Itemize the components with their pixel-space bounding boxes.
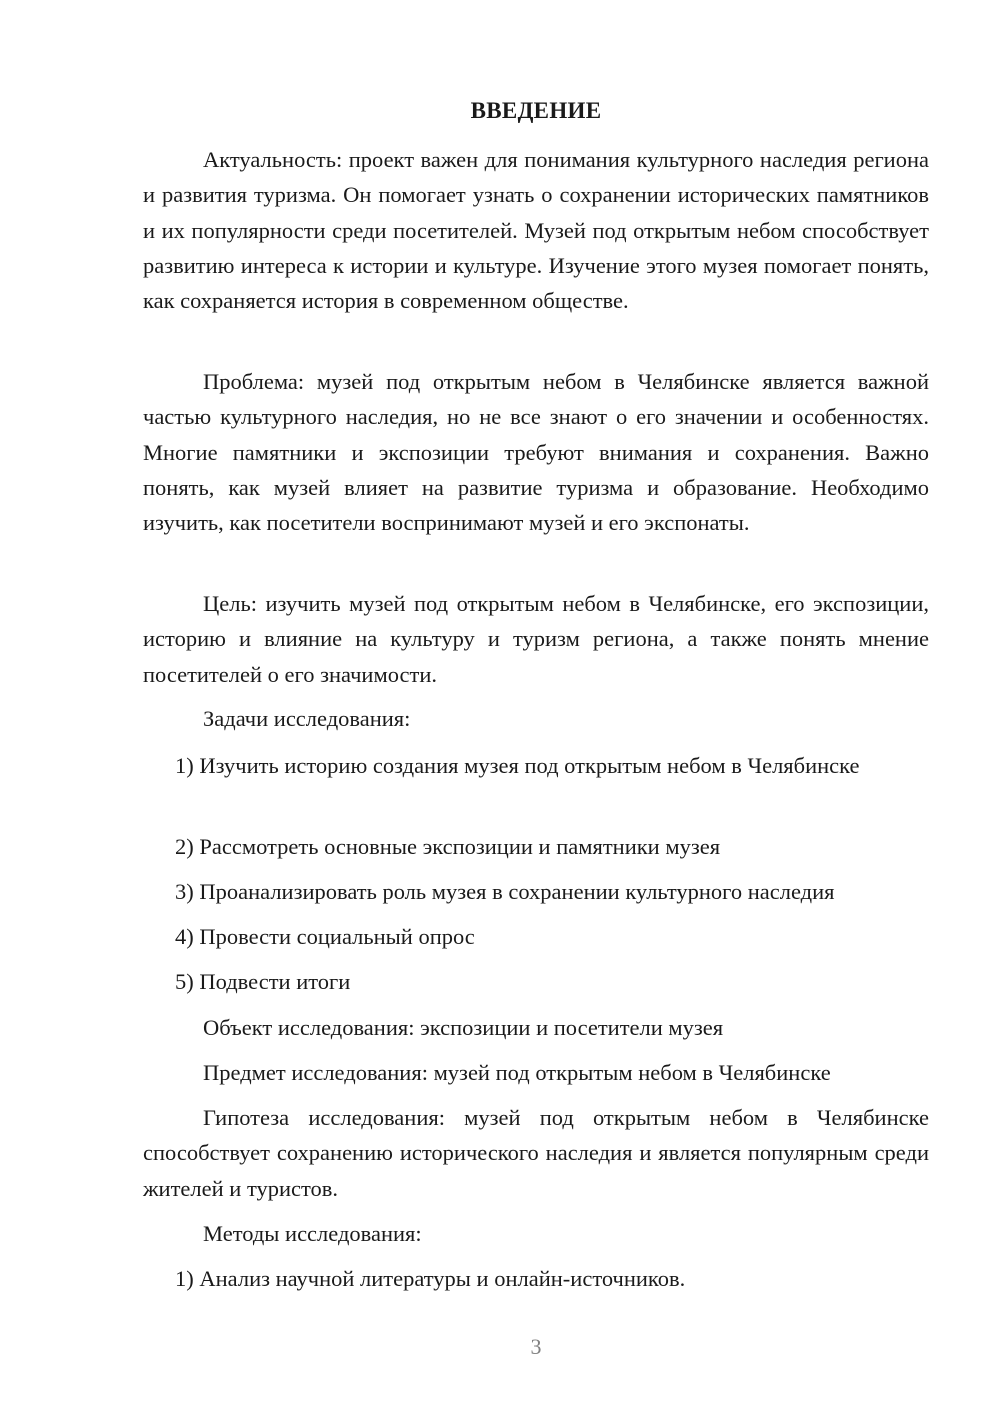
task-item-2: 2) Рассмотреть основные экспозиции и памятники музея — [175, 834, 721, 859]
methods-heading: Методы исследования: — [203, 1221, 422, 1246]
page-number: 3 — [530, 1334, 542, 1359]
task-item-4: 4) Провести социальный опрос — [175, 924, 475, 949]
relevance-paragraph: Актуальность: проект важен для понимания культурного наследия региона и развития туризма. Он помогает узнать о сохранении исторических памятников и их популярности среди посетителей. Музей под открытым небом способствует развитию интереса к истории и культуре. Изучение этого музея помогает понять, как сохраняется история в современном обществе. — [143, 147, 929, 314]
page-title: ВВЕДЕНИЕ — [470, 98, 602, 123]
hypothesis-paragraph: Гипотеза исследования: музей под открытым небом в Челябинске способствует сохранению исторического наследия и является популярным среди жителей и туристов. — [143, 1105, 929, 1201]
method-item-1: 1) Анализ научной литературы и онлайн-источников. — [175, 1266, 686, 1291]
task-item-3: 3) Проанализировать роль музея в сохранении культурного наследия — [175, 879, 835, 904]
problem-paragraph: Проблема: музей под открытым небом в Челябинске является важной частью культурного наследия, но не все знают о его значении и особенностях. Многие памятники и экспозиции требуют внимания и сохранения. Важно понять, как музей влияет на развитие туризма и образование. Необходимо изучить, как посетители воспринимают музей и его экспонаты. — [143, 369, 929, 536]
task-item-1: 1) Изучить историю создания музея под открытым небом в Челябинске — [175, 753, 860, 778]
object-paragraph: Объект исследования: экспозиции и посетители музея — [203, 1015, 724, 1040]
tasks-heading: Задачи исследования: — [203, 706, 411, 731]
goal-paragraph: Цель: изучить музей под открытым небом в Челябинске, его экспозиции, историю и влияние на культуру и туризм региона, а также понять мнение посетителей о его значимости. — [143, 591, 929, 687]
task-item-5: 5) Подвести итоги — [175, 969, 351, 994]
subject-paragraph: Предмет исследования: музей под открытым небом в Челябинске — [203, 1060, 831, 1085]
